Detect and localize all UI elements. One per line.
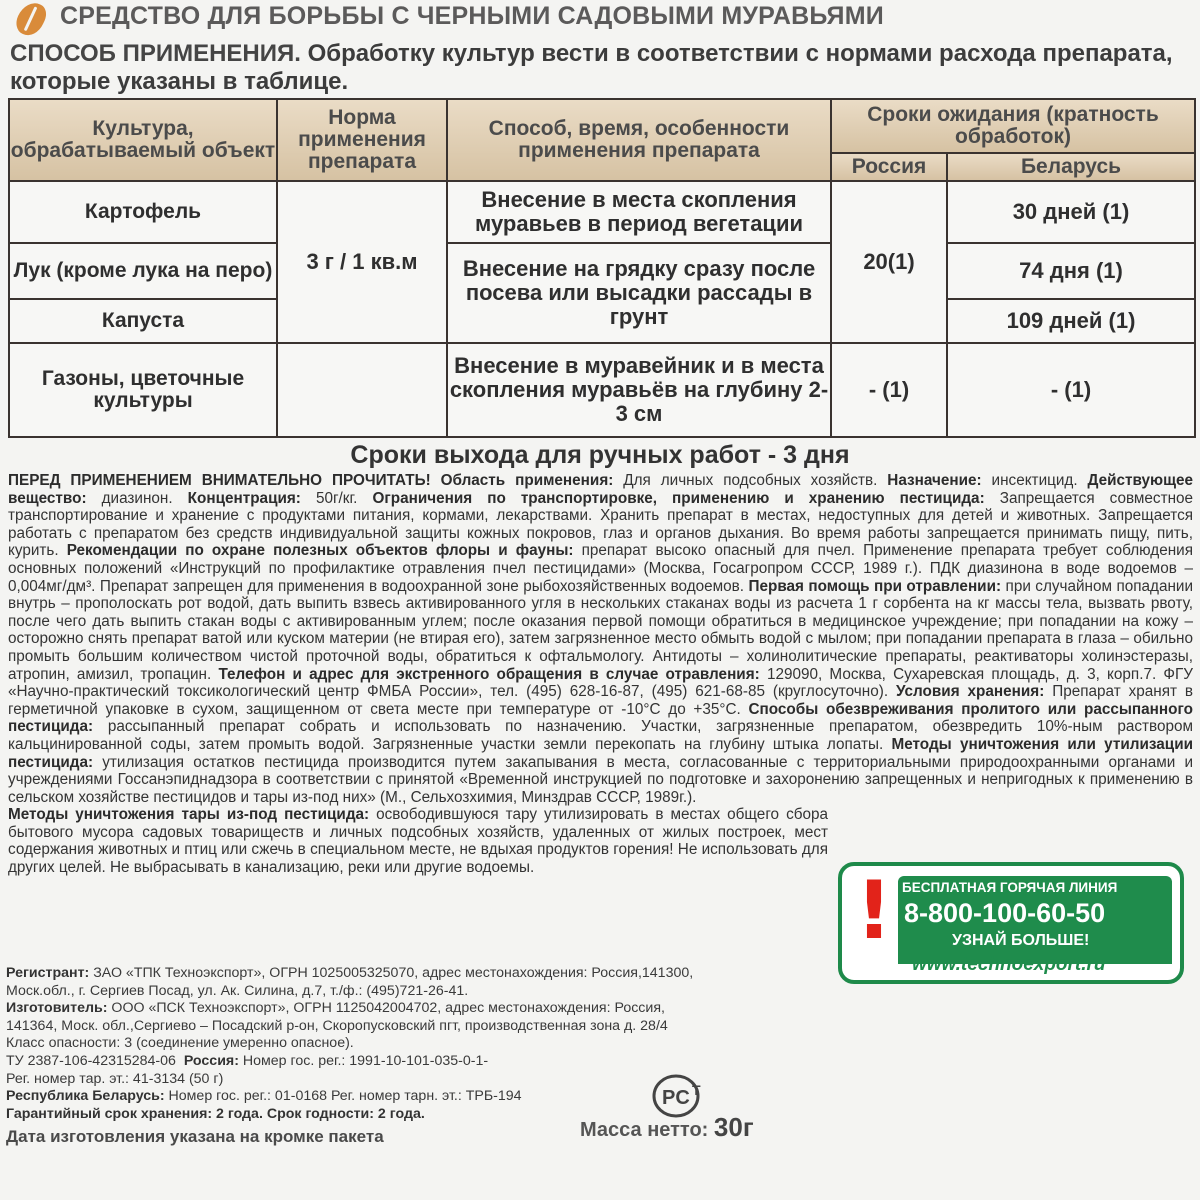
flora: препарат высоко опасный для пчел. Применение препарата требует соблюдения основных положений «Инструкций по профилактике отравления пчел пестицидами» (Москва, Госагропром СССР, 1989 г.). ПДК диазинона в воде водоемов – 0,004мг/дм³. Препарат запрещен для применения в водоохранной зоне рыбохозяйственных водоемов.	[8, 542, 1193, 595]
active: диазинон.	[101, 489, 173, 507]
belarus-reg: Номер гос. рег.: 01-0168 Рег. номер тарн. эт.: ТРБ-	[168, 1088, 498, 1105]
hotline-site: www.technoexport.ru	[912, 954, 1106, 975]
conc: 50г/кг.	[315, 489, 358, 507]
svg-text:PC: PC	[662, 1087, 690, 1109]
crop-cell: Газоны, цветочные культуры	[9, 343, 277, 437]
read-first: ПЕРЕД ПРИМЕНЕНИЕМ ВНИМАТЕЛЬНО ПРОЧИТАТЬ!	[8, 472, 431, 489]
net-mass	[580, 1112, 754, 1143]
method-cell: Внесение в муравейник и в места скопления муравьёв на глубину 2-3 см	[447, 343, 831, 437]
header-rate: Норма применения препарата	[277, 99, 447, 181]
hotline-label: БЕСПЛАТНАЯ ГОРЯЧАЯ ЛИНИЯ	[902, 880, 1118, 895]
net-mass-value: 30г	[713, 1112, 754, 1142]
hotline-more: УЗНАЙ БОЛЬШЕ!	[952, 932, 1090, 949]
hazard-class: Класс опасности: 3 (соединение умеренно опасное).	[6, 1035, 354, 1052]
svg-text:T: T	[692, 1082, 701, 1098]
exclamation-icon: !	[855, 864, 893, 957]
tare-label: Методы уничтожения тары из-под пестицида:	[8, 806, 370, 824]
storage-label: Условия хранения:	[895, 683, 1045, 701]
neutral: рассыпанный препарат собрать и использовать по назначению. Участки, загрязненные препаратом, обезвредить 10%-ным раствором кальцинированной соды, затем промыть водой. Загрязненные участки земли перекопать на глубину штыка лопаты.	[8, 718, 1194, 753]
flora-label: Рекомендации по охране полезных объектов флоры и фауны:	[66, 542, 574, 560]
header-russia: Россия	[831, 153, 947, 181]
belarus-reg-label: Республика Беларусь:	[6, 1088, 165, 1105]
scope: Для личных подсобных хозяйств.	[623, 472, 878, 489]
russia-cell: 20(1)	[831, 181, 947, 343]
product-title: СРЕДСТВО ДЛЯ БОРЬБЫ С ЧЕРНЫМИ САДОВЫМИ МУРАВЬЯМИ	[60, 2, 884, 30]
russia-reg: Номер гос. рег.: 1991-10-101-035-0-1-	[242, 1052, 489, 1069]
net-mass-label: Масса нетто:	[580, 1119, 709, 1141]
crop-cell: Картофель	[9, 181, 277, 243]
hotline-badge	[838, 862, 1184, 984]
maker-address: 141364, Моск. обл.,Сергиево – Посадский р-он, Скоропусковский пгт, производственная зона д. 28/4	[6, 1017, 668, 1034]
active-label: Действующее вещество:	[8, 472, 1194, 507]
crop-cell: Лук (кроме лука на перо)	[9, 243, 277, 299]
exit-period: Сроки выхода для ручных работ - 3 дня	[350, 441, 850, 469]
transport-label: Ограничения по транспортировке, применению и хранению пестицида:	[372, 489, 985, 507]
application-method-lead: СПОСОБ ПРИМЕНЕНИЯ.	[10, 40, 301, 67]
firstaid-label: Первая помощь при отравлении:	[748, 577, 1002, 595]
scope-label: Область применения:	[440, 472, 614, 489]
registrant: ЗАО «ТПК Техноэкспорт», ОГРН 1025005325070, адрес местонахождения: Россия,141300,	[93, 965, 694, 981]
purpose: инсектицид.	[991, 472, 1078, 489]
firstaid: при случайном попадании внутрь – прополоскать рот водой, дать выпить взвесь активированного угля в нескольких стаканах воды из расчета 1 г сорбента на кг массы тела, вызвать рвоту, после чего дать выпить стакан воды с активированным углем; после оказания первой помощи обратиться в медицинское учреждение; при попадании на кожу – осторожно снять препарат ватой или куском материи (не втирая его), затем загрязненное место обмыть водой с мылом; при попадании препарата в глаза – обильно промыть большим количеством чистой проточной воды, обратиться к офтальмологу. Антидоты – холинолитические препараты, реактиваторы холинэстеразы, атропин, амизил, тропацин.	[8, 577, 1194, 683]
belarus-cell: - (1)	[947, 343, 1195, 437]
method-cell: Внесение в места скопления муравьев в период вегетации	[447, 181, 831, 243]
method-cell: Внесение на грядку сразу после посева или высадки рассады в грунт	[447, 243, 831, 343]
application-method	[10, 40, 1195, 96]
phone-label: Телефон и адрес для экстренного обращения в случае отравления:	[218, 665, 760, 683]
rate-cell: 3 г / 1 кв.м	[277, 181, 447, 343]
registrant-label: Регистрант:	[6, 965, 90, 981]
conc-label: Концентрация:	[187, 489, 301, 507]
russia-cell: - (1)	[831, 343, 947, 437]
tu-number: ТУ 2387-106-42315284-06	[6, 1052, 176, 1069]
storage: Препарат хранят в герметичной упаковке в сухом, защищенном от света месте при температуре от -10°С до +35°С.	[8, 683, 1194, 718]
maker-label: Изготовитель:	[6, 1000, 108, 1017]
header-belarus: Беларусь	[947, 153, 1195, 181]
brand-seed-icon	[12, 0, 50, 40]
russia-reg-label: Россия:	[183, 1052, 239, 1069]
header-waiting: Сроки ожидания (кратность обработок)	[831, 99, 1195, 153]
belarus-reg-tail: 194	[497, 1088, 522, 1105]
hotline-phone: 8-800-100-60-50	[904, 898, 1106, 928]
destroy: утилизация остатков пестицида производится путем закапывания в места, согласованные с территориальными природоохранными органами и учреждениями Госсанэпиднадзора в соответствии с принятой «Временной инструкцией по подготовке и захоронению запрещенных и непригодных к применению в сельском хозяйстве пестицидов и тары из-под них» (М., Сельхозхимия, Минздрав СССР, 1989г.).	[8, 753, 1193, 806]
dosage-table	[8, 98, 1196, 438]
application-method-text: Обработку культур вести в соответствии с нормами расхода препарата, которые указаны в таблице.	[10, 40, 1173, 95]
belarus-cell: 74 дня (1)	[947, 243, 1195, 299]
registrant-address: Моск.обл., г. Сергиев Посад, ул. Ак. Силина, д.7, т./ф.: (495)721-26-41.	[6, 982, 469, 999]
destroy-label: Методы уничтожения или утилизации пестицида:	[8, 735, 1194, 771]
warranty: Гарантийный срок хранения: 2 года. Срок годности: 2 года.	[6, 1105, 425, 1122]
tare-reg: Рег. номер тар. эт.: 41-3134 (50 г)	[6, 1070, 224, 1087]
neutral-label: Способы обезвреживания пролитого или рассыпанного пестицида:	[8, 700, 1193, 736]
header-crop: Культура, обрабатываемый объект	[9, 99, 277, 181]
manufacture-date-note: Дата изготовления указана на кромке пакета	[6, 1127, 384, 1146]
belarus-cell: 30 дней (1)	[947, 181, 1195, 243]
crop-cell: Капуста	[9, 299, 277, 343]
rate-cell-empty	[277, 343, 447, 437]
header-method: Способ, время, особенности применения препарата	[447, 99, 831, 181]
purpose-label: Назначение:	[887, 472, 982, 489]
belarus-cell: 109 дней (1)	[947, 299, 1195, 343]
instructions-text	[8, 472, 1193, 877]
transport: Запрещается совместное транспортирование и хранение с продуктами питания, кормами, лекарствами. Хранить препарат в местах, недоступных для детей и животных. Запрещается работать с препаратом без средств индивидуальной защиты кожных покровов, глаз и органов дыхания. Во время работы запрещается принимать пищу, пить, курить.	[8, 489, 1194, 560]
maker: ООО «ПСК Техноэкспорт», ОГРН 1125042004702, адрес местонахождения: Россия,	[111, 1000, 665, 1017]
tare: освободившуюся тару утилизировать в местах общего сбора бытового мусора садовых товариществ и личных подсобных хозяйств, удаленных от жилых построек, мест содержания животных и птиц или сжечь в специальном месте, не вдыхая продуктов горения! Не использовать для других целей. Не выбрасывать в канализацию, реки или другие водоемы.	[8, 806, 829, 877]
phone: 129090, Москва, Сухаревская площадь, д. 3, корп.7. ФГУ «Научно-практический токсикологический центр ФМБА России», тел. (495) 628-16-87, (495) 621-68-85 (круглосуточно).	[8, 665, 1194, 701]
